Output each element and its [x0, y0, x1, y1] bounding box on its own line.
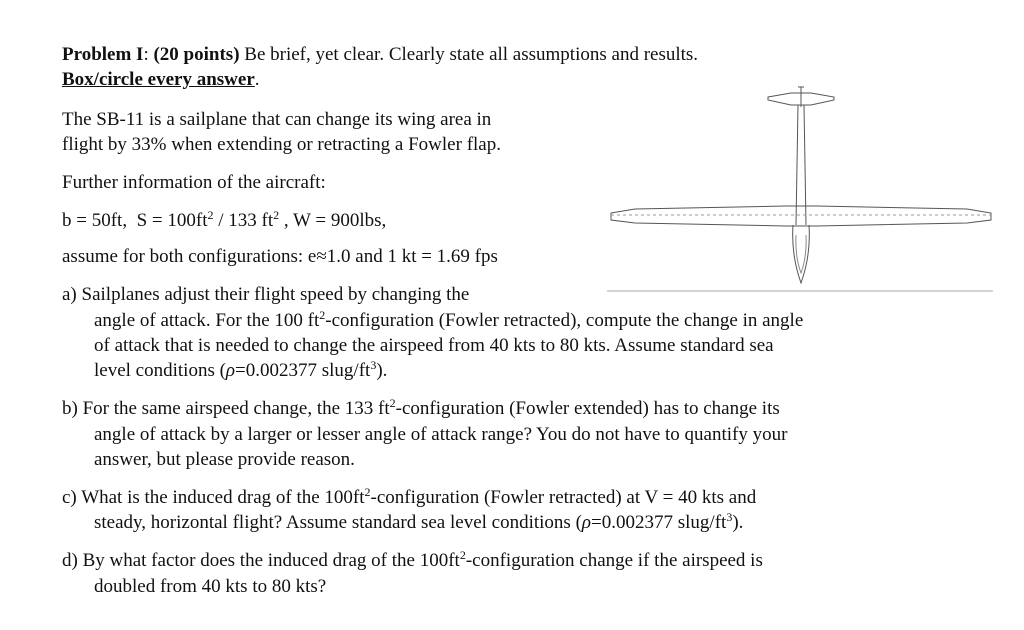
sup-2: 2 [207, 208, 214, 222]
question-d-label: d) [62, 550, 78, 571]
question-d-text-1a: By what factor does the induced drag of the 100ft [82, 550, 460, 571]
param-weight: , W = 900lbs, [279, 210, 387, 231]
question-b-text-1b: -configuration (Fowler extended) has to change its [395, 398, 780, 419]
box-instruction: Box/circle every answer [62, 69, 255, 90]
question-c-line-1 [62, 486, 756, 510]
question-c-text-2c: ). [732, 512, 744, 533]
assume-line: assume for both configurations: e≈1.0 and 1 kt = 1.69 fps [62, 246, 498, 267]
canopy [796, 235, 806, 273]
question-a-text-4c: ). [376, 360, 388, 381]
problem-colon: : [143, 44, 154, 65]
sup-2: 2 [459, 548, 466, 562]
question-c-text-1a: What is the induced drag of the 100ft [81, 487, 365, 508]
problem-instructions: Be brief, yet clear. Clearly state all assumptions and results. [244, 44, 699, 65]
rho-symbol: ρ [581, 512, 592, 533]
sup-2: 2 [319, 308, 326, 322]
question-b-line-1 [62, 397, 780, 421]
question-b-label: b) [62, 398, 78, 419]
sup-3: 3 [370, 358, 377, 372]
question-c-text-2a: steady, horizontal flight? Assume standard sea level conditions ( [94, 512, 582, 533]
question-a-text-4b: =0.002377 slug/ft [235, 360, 371, 381]
sup-2: 2 [364, 485, 371, 499]
param-area-a: S = 100ft [136, 210, 208, 231]
question-c-text-2b: =0.002377 slug/ft [591, 512, 727, 533]
question-d-line-2: doubled from 40 kts to 80 kts? [94, 576, 327, 597]
question-a-label: a) [62, 284, 77, 305]
question-a-text-2b: -configuration (Fowler retracted), compute the change in angle [325, 310, 804, 331]
box-instruction-line [62, 68, 260, 92]
question-a-text-4a: level conditions ( [94, 360, 226, 381]
question-a-line-2 [94, 309, 803, 333]
question-a-line-3: of attack that is needed to change the airspeed from 40 kts to 80 kts. Assume standard sea [94, 335, 774, 356]
question-b-line-2: angle of attack by a larger or lesser angle of attack range? You do not have to quantify your [94, 424, 788, 445]
rho-symbol: ρ [225, 360, 236, 381]
question-c-text-1b: -configuration (Fowler retracted) at V = 40 kts and [370, 487, 757, 508]
question-a-text-1: Sailplanes adjust their flight speed by changing the [81, 284, 470, 305]
further-info: Further information of the aircraft: [62, 172, 326, 193]
sup-3: 3 [726, 510, 733, 524]
question-a-text-2a: angle of attack. For the 100 ft [94, 310, 320, 331]
wing [611, 206, 991, 226]
problem-label: Problem I [62, 44, 144, 65]
question-d-line-1 [62, 549, 763, 573]
tail-boom [796, 105, 806, 225]
intro-line-1: The SB-11 is a sailplane that can change its wing area in [62, 109, 492, 130]
intro-line-2: flight by 33% when extending or retracting a Fowler flap. [62, 134, 501, 155]
question-b-text-1a: For the same airspeed change, the 133 ft [82, 398, 390, 419]
sup-2: 2 [389, 396, 396, 410]
question-d-text-1b: -configuration change if the airspeed is [465, 550, 763, 571]
question-b-line-3: answer, but please provide reason. [94, 449, 355, 470]
param-area-b: / 133 ft [213, 210, 274, 231]
sup-2: 2 [273, 208, 280, 222]
sailplane-drawing [605, 85, 997, 295]
question-a-line-1 [62, 283, 469, 307]
question-c-line-2 [94, 511, 743, 535]
question-a-line-4 [94, 359, 387, 383]
box-instruction-period: . [254, 69, 260, 90]
problem-header [62, 43, 698, 67]
question-c-label: c) [62, 487, 77, 508]
problem-points: (20 points) [153, 44, 240, 65]
aircraft-params [62, 209, 386, 233]
param-span: b = 50ft, [62, 210, 128, 231]
